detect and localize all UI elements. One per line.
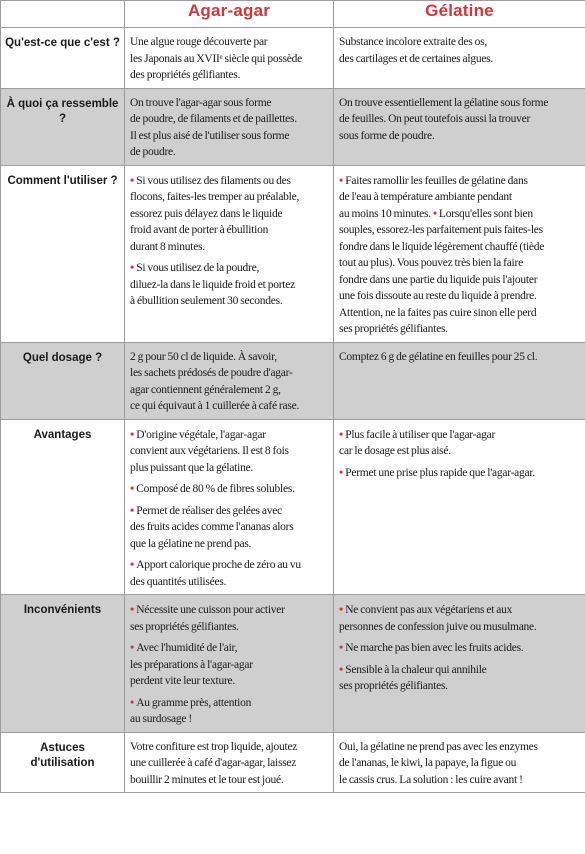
text-span: le cassis crus. La solution : les cuire avant ! bbox=[339, 773, 523, 786]
text-line bbox=[339, 349, 581, 366]
text-line bbox=[339, 321, 581, 338]
list-item bbox=[130, 349, 329, 415]
bullet-icon: • bbox=[130, 694, 137, 709]
text-line bbox=[130, 480, 329, 498]
text-span: des quantités utilisées. bbox=[130, 575, 227, 588]
text-line bbox=[339, 426, 581, 444]
text-line bbox=[339, 239, 581, 256]
header-gelatine: Gélatine bbox=[334, 1, 585, 28]
row-label-how-to-use bbox=[1, 165, 125, 342]
text-line bbox=[339, 601, 581, 619]
list-item bbox=[130, 694, 329, 728]
text-line bbox=[339, 222, 581, 239]
text-span: ses propriétés gélifiantes. bbox=[130, 620, 239, 633]
cell-drawbacks-agar-agar bbox=[125, 595, 334, 733]
text-line bbox=[339, 128, 581, 145]
text-span: à ébullition seulement 30 secondes. bbox=[130, 295, 283, 307]
text-line bbox=[130, 398, 329, 415]
list-item bbox=[339, 661, 581, 695]
row-label-what-is-it bbox=[1, 28, 125, 89]
table-row-drawbacks bbox=[1, 595, 585, 733]
text-line bbox=[130, 639, 329, 657]
text-line bbox=[339, 739, 581, 756]
text-line bbox=[339, 255, 581, 272]
list-item bbox=[130, 259, 329, 310]
list-item bbox=[130, 739, 329, 789]
text-span: D'origine végétale, l'agar-agar bbox=[136, 428, 266, 441]
row-label-drawbacks bbox=[1, 595, 125, 733]
bullet-icon: • bbox=[130, 260, 137, 274]
text-line bbox=[339, 172, 581, 190]
text-span: Avec l'humidité de l'air, bbox=[136, 642, 238, 654]
table-body bbox=[1, 28, 585, 793]
text-line bbox=[130, 349, 329, 366]
row-label-line: À quoi ça ressemble ? bbox=[6, 97, 119, 125]
row-label-line: Inconvénients bbox=[23, 604, 102, 616]
text-span: Sensible à la chaleur qui annihile bbox=[345, 663, 487, 676]
row-label-line: Astuces bbox=[40, 741, 85, 754]
table-row-how-to-use bbox=[1, 165, 585, 342]
list-item bbox=[130, 601, 329, 635]
text-line bbox=[130, 277, 329, 294]
text-line bbox=[130, 259, 329, 277]
text-span: froid avant de porter à ébullition bbox=[130, 224, 269, 236]
table-row-what-is-it bbox=[1, 28, 585, 89]
text-line bbox=[339, 305, 581, 322]
text-span: ses propriétés gélifiantes. bbox=[339, 680, 448, 692]
text-line bbox=[130, 34, 329, 51]
text-line bbox=[339, 464, 581, 482]
row-label-line: Avantages bbox=[33, 428, 92, 441]
row-label-advantages bbox=[1, 419, 125, 595]
text-span: Une algue rouge découverte par bbox=[130, 36, 268, 48]
bullet-icon: • bbox=[339, 464, 346, 479]
text-line bbox=[130, 711, 329, 728]
text-span: Nécessite une cuisson pour activer bbox=[136, 604, 285, 616]
table-row-appearance bbox=[1, 88, 585, 165]
list-item bbox=[339, 95, 581, 145]
text-line bbox=[130, 95, 329, 112]
list-item bbox=[130, 556, 329, 590]
bullet-icon: • bbox=[130, 502, 137, 517]
row-label-line: Quel dosage ? bbox=[22, 351, 103, 364]
text-line bbox=[130, 601, 329, 619]
text-span: une fois dissoute au reste du liquide à prendre. bbox=[339, 290, 537, 302]
text-span: une cuillerée à café d'agar-agar, laissez bbox=[130, 757, 297, 769]
text-span: Attention, ne la faites pas cuire sinon elle perd bbox=[339, 306, 537, 319]
list-item bbox=[130, 34, 329, 84]
cell-dosage-agar-agar bbox=[125, 342, 334, 419]
bullet-icon: • bbox=[339, 426, 346, 441]
text-line bbox=[130, 556, 329, 574]
text-span: bouillir 2 minutes et le tour est joué. bbox=[130, 773, 284, 786]
list-item bbox=[339, 739, 581, 789]
row-label-line: Comment l'utiliser ? bbox=[7, 174, 118, 187]
text-line bbox=[339, 678, 581, 695]
text-line bbox=[339, 111, 581, 128]
text-line bbox=[130, 67, 329, 84]
text-span: Apport calorique proche de zéro au vu bbox=[136, 559, 301, 571]
bullet-icon: • bbox=[433, 207, 439, 220]
text-line bbox=[130, 772, 329, 789]
bullet-icon: • bbox=[130, 481, 137, 495]
text-line bbox=[433, 208, 533, 220]
list-item bbox=[339, 639, 581, 657]
text-line bbox=[339, 34, 581, 51]
text-span: tout au plus). Vous pouvez très bien la faire bbox=[339, 257, 523, 269]
cell-what-is-it-agar-agar bbox=[125, 28, 334, 89]
cell-tips-agar-agar bbox=[125, 732, 334, 793]
list-item bbox=[130, 480, 329, 498]
text-span: Ne marche pas bien avec les fruits acides. bbox=[345, 642, 524, 654]
header-corner bbox=[1, 1, 125, 28]
text-span: Substance incolore extraite des os, bbox=[339, 36, 487, 48]
text-line bbox=[339, 288, 581, 305]
text-span: souples, essorez-les parfaitement puis faites-les bbox=[339, 224, 543, 236]
text-line bbox=[130, 51, 329, 68]
list-item bbox=[130, 639, 329, 690]
text-line bbox=[339, 661, 581, 679]
list-item bbox=[339, 464, 581, 482]
text-span: les sachets prédosés de poudre d'agar- bbox=[130, 367, 293, 379]
text-line bbox=[130, 382, 329, 399]
text-line bbox=[130, 144, 329, 161]
list-item bbox=[339, 426, 581, 460]
text-line bbox=[130, 365, 329, 382]
text-span: Il est plus aisé de l'utiliser sous forme bbox=[130, 129, 290, 142]
list-item bbox=[339, 34, 581, 67]
text-line bbox=[130, 755, 329, 772]
text-line bbox=[130, 536, 329, 553]
text-span: diluez-la dans le liquide froid et portez bbox=[130, 278, 295, 291]
text-span: 2 g pour 50 cl de liquide. À savoir, bbox=[130, 350, 277, 363]
text-span: durant 8 minutes. bbox=[130, 240, 205, 253]
cell-advantages-gelatine bbox=[334, 419, 585, 595]
text-line bbox=[130, 128, 329, 145]
text-span: les préparations à l'agar-agar bbox=[130, 658, 253, 671]
text-line bbox=[130, 172, 329, 190]
text-span: Si vous utilisez de la poudre, bbox=[136, 262, 260, 274]
text-span: fondre dans le liquide légèrement chauffé (tiède bbox=[339, 240, 545, 253]
text-span: Au gramme près, attention bbox=[136, 696, 252, 709]
text-span: Plus facile à utiliser que l'agar-agar bbox=[345, 428, 496, 441]
text-line bbox=[130, 222, 329, 239]
cell-how-to-use-gelatine bbox=[334, 165, 585, 342]
row-label-tips bbox=[1, 732, 125, 793]
text-span: Ne convient pas aux végétariens et aux bbox=[345, 604, 513, 616]
bullet-icon: • bbox=[339, 661, 346, 676]
text-line bbox=[130, 502, 329, 520]
text-line bbox=[339, 755, 581, 772]
text-line bbox=[130, 673, 329, 690]
text-span: de l'eau à température ambiante pendant bbox=[339, 191, 512, 203]
text-line bbox=[130, 460, 329, 477]
text-span: Composé de 80 % de fibres solubles. bbox=[136, 483, 295, 495]
text-span: de l'ananas, le kiwi, la papaye, la figue ou bbox=[339, 757, 517, 769]
text-span: ses propriétés gélifiantes. bbox=[339, 323, 448, 335]
text-line bbox=[339, 772, 581, 789]
text-span: convient aux végétariens. Il est 8 fois bbox=[130, 445, 289, 457]
cell-advantages-agar-agar bbox=[125, 419, 334, 595]
text-line bbox=[339, 639, 581, 657]
text-span: sous forme de poudre. bbox=[339, 129, 435, 142]
text-span: On trouve essentiellement la gélatine sous forme bbox=[339, 96, 549, 109]
text-span: essorez puis délayez dans le liquide bbox=[130, 207, 283, 220]
text-span: les Japonais au XVIIᵉ siècle qui possède bbox=[130, 52, 302, 65]
cell-drawbacks-gelatine bbox=[334, 595, 585, 733]
text-span: flocons, faites-les tremper au préalable, bbox=[130, 191, 300, 203]
bullet-icon: • bbox=[130, 640, 137, 654]
cell-tips-gelatine bbox=[334, 732, 585, 793]
header-agar-agar: Agar-agar bbox=[125, 1, 334, 28]
table-row-advantages bbox=[1, 419, 585, 595]
bullet-icon: • bbox=[130, 172, 137, 187]
cell-what-is-it-gelatine bbox=[334, 28, 585, 89]
text-span: des fruits acides comme l'ananas alors bbox=[130, 521, 294, 533]
list-item bbox=[339, 349, 581, 366]
text-line bbox=[339, 619, 581, 636]
text-line bbox=[130, 574, 329, 591]
text-line bbox=[130, 189, 329, 206]
table-row-tips bbox=[1, 732, 585, 793]
table-row-dosage bbox=[1, 342, 585, 419]
bullet-icon: • bbox=[339, 172, 346, 187]
row-label-line: Qu'est-ce que c'est ? bbox=[5, 37, 120, 49]
text-span: Faites ramollir les feuilles de gélatine dans bbox=[345, 174, 528, 187]
text-span: car le dosage est plus aisé. bbox=[339, 445, 451, 457]
row-label-dosage bbox=[1, 342, 125, 419]
text-span: Votre confiture est trop liquide, ajoutez bbox=[130, 740, 298, 753]
text-line bbox=[339, 272, 581, 289]
list-item bbox=[339, 601, 581, 635]
list-item bbox=[339, 172, 581, 338]
header-row bbox=[1, 1, 585, 28]
text-span: Permet de réaliser des gelées avec bbox=[136, 504, 282, 517]
text-line bbox=[130, 206, 329, 223]
text-line bbox=[130, 694, 329, 712]
text-span: de feuilles. On peut toutefois aussi la trouver bbox=[339, 113, 531, 125]
text-span: de poudre. bbox=[130, 146, 176, 158]
bullet-icon: • bbox=[339, 602, 346, 616]
text-span: que la gélatine ne prend pas. bbox=[130, 537, 252, 550]
text-span: agar contiennent généralement 2 g, bbox=[130, 383, 281, 396]
bullet-icon: • bbox=[130, 602, 137, 616]
text-span: des cartilages et de certaines algues. bbox=[339, 52, 494, 65]
text-line bbox=[130, 619, 329, 636]
text-span: Lorsqu'elles sont bien bbox=[438, 207, 533, 220]
text-span: fondre dans une partie du liquide puis l'ajouter bbox=[339, 273, 538, 286]
bullet-icon: • bbox=[339, 640, 346, 654]
text-line bbox=[339, 208, 431, 220]
text-line bbox=[130, 443, 329, 460]
text-span: au surdosage ! bbox=[130, 713, 192, 725]
list-item bbox=[130, 172, 329, 256]
text-span: Comptez 6 g de gélatine en feuilles pour 25 cl. bbox=[339, 350, 538, 363]
cell-how-to-use-agar-agar bbox=[125, 165, 334, 342]
text-span: personnes de confession juive ou musulmane. bbox=[339, 620, 537, 633]
text-span: de poudre, de filaments et de paillettes. bbox=[130, 113, 297, 125]
list-item bbox=[130, 502, 329, 553]
text-line bbox=[339, 95, 581, 112]
text-span: des propriétés gélifiantes. bbox=[130, 69, 241, 81]
list-item bbox=[130, 426, 329, 477]
text-line bbox=[130, 519, 329, 536]
text-span: au moins 10 minutes. bbox=[339, 207, 431, 220]
text-span: plus puissant que la gélatine. bbox=[130, 461, 254, 474]
bullet-icon: • bbox=[130, 426, 137, 441]
cell-dosage-gelatine bbox=[334, 342, 585, 419]
text-line bbox=[339, 51, 581, 68]
text-line bbox=[130, 111, 329, 128]
cell-appearance-agar-agar bbox=[125, 88, 334, 165]
row-label-line: d'utilisation bbox=[30, 756, 95, 769]
text-line bbox=[130, 739, 329, 756]
text-span: Si vous utilisez des filaments ou des bbox=[136, 174, 291, 187]
list-item bbox=[130, 95, 329, 161]
text-span: On trouve l'agar-agar sous forme bbox=[130, 96, 272, 109]
text-line bbox=[339, 189, 581, 206]
text-line bbox=[130, 293, 329, 310]
text-line bbox=[130, 657, 329, 674]
text-line bbox=[130, 239, 329, 256]
text-line bbox=[130, 426, 329, 444]
text-span: perdent vite leur texture. bbox=[130, 675, 236, 687]
text-span: ce qui équivaut à 1 cuillerée à café rase. bbox=[130, 400, 300, 412]
row-label-appearance bbox=[1, 88, 125, 165]
text-line bbox=[339, 443, 581, 460]
text-span: Permet une prise plus rapide que l'agar-agar. bbox=[345, 466, 535, 479]
bullet-icon: • bbox=[130, 557, 137, 571]
text-span: Oui, la gélatine ne prend pas avec les enzymes bbox=[339, 740, 538, 753]
cell-appearance-gelatine bbox=[334, 88, 585, 165]
